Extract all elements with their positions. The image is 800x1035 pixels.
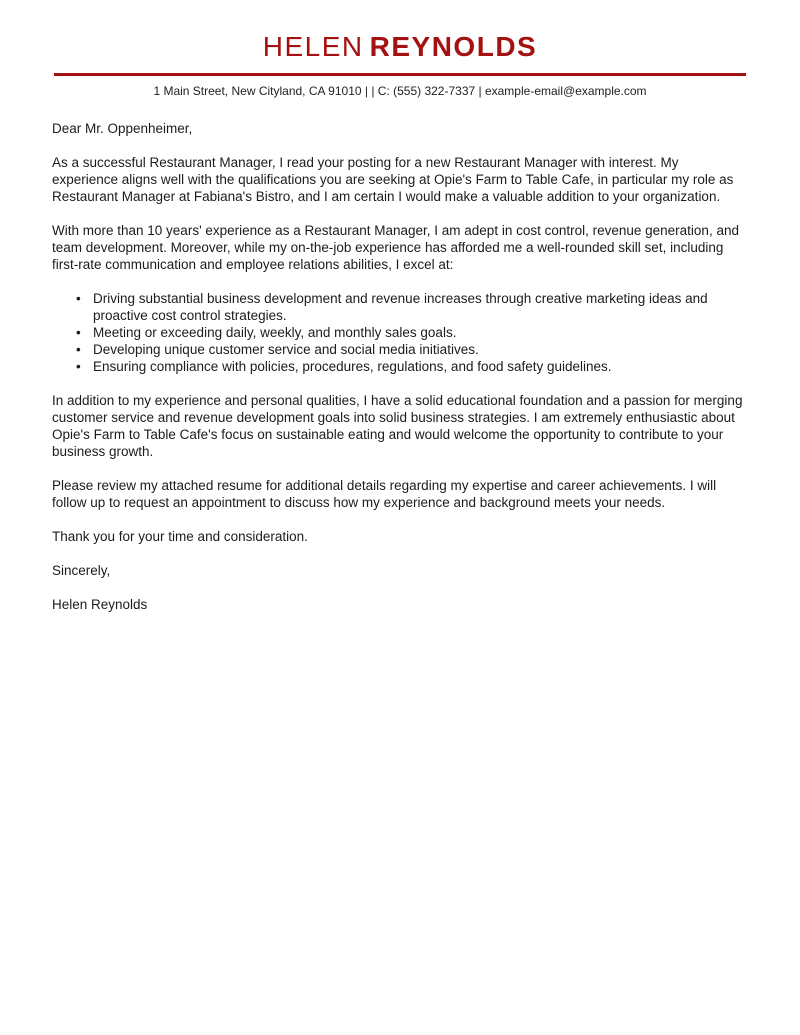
closing-block xyxy=(52,528,748,613)
skills-bullet-list xyxy=(52,290,748,375)
header-divider xyxy=(54,73,746,76)
paragraph-followup: Please review my attached resume for additional details regarding my expertise and career achievements. I will follow up to request an appointment to discuss how my experience and background meets your needs. xyxy=(52,477,717,510)
paragraph-intro: As a successful Restaurant Manager, I read your posting for a new Restaurant Manager with interest. My experience aligns well with the qualifications you are seeking at Opie's Farm to Table Cafe, in particular my role as Restaurant Manager at Fabiana's Bistro, and I am certain I would make a valuable addition to your organization. xyxy=(52,154,734,204)
bullet-item: • Meeting or exceeding daily, weekly, and monthly sales goals. xyxy=(52,324,748,341)
candidate-last-name: REYNOLDS xyxy=(369,31,538,62)
paragraph-experience: With more than 10 years' experience as a Restaurant Manager, I am adept in cost control, revenue generation, and team development. Moreover, while my on-the-job experience has afforded me a well-rounded skill set, including first-rate communication and employee relations abilities, I excel at: xyxy=(52,222,739,272)
bullet-item: • Developing unique customer service and social media initiatives. xyxy=(52,341,748,358)
bullet-item: • Ensuring compliance with policies, procedures, regulations, and food safety guidelines. xyxy=(52,358,748,375)
signature-name: Helen Reynolds xyxy=(52,596,148,612)
candidate-name xyxy=(52,32,748,63)
candidate-first-name: HELEN xyxy=(262,31,364,62)
letter-body xyxy=(52,120,748,613)
contact-info: 1 Main Street, New Cityland, CA 91010 | | C: (555) 322-7337 | example-email@example.com xyxy=(153,83,647,98)
closing-line: Sincerely, xyxy=(52,562,111,578)
letter-header xyxy=(52,32,748,98)
bullet-item: • Driving substantial business development and revenue increases through creative marketing ideas and proactive cost control strategies. xyxy=(52,290,748,324)
thank-you-line: Thank you for your time and consideration. xyxy=(52,528,308,544)
paragraph-qualities: In addition to my experience and personal qualities, I have a solid educational foundation and a passion for merging customer service and revenue development goals into solid business strategies. I am extremely enthusiastic about Opie's Farm to Table Cafe's focus on sustainable eating and would welcome the opportunity to contribute to your business growth. xyxy=(52,392,743,459)
salutation: Dear Mr. Oppenheimer, xyxy=(52,120,193,136)
